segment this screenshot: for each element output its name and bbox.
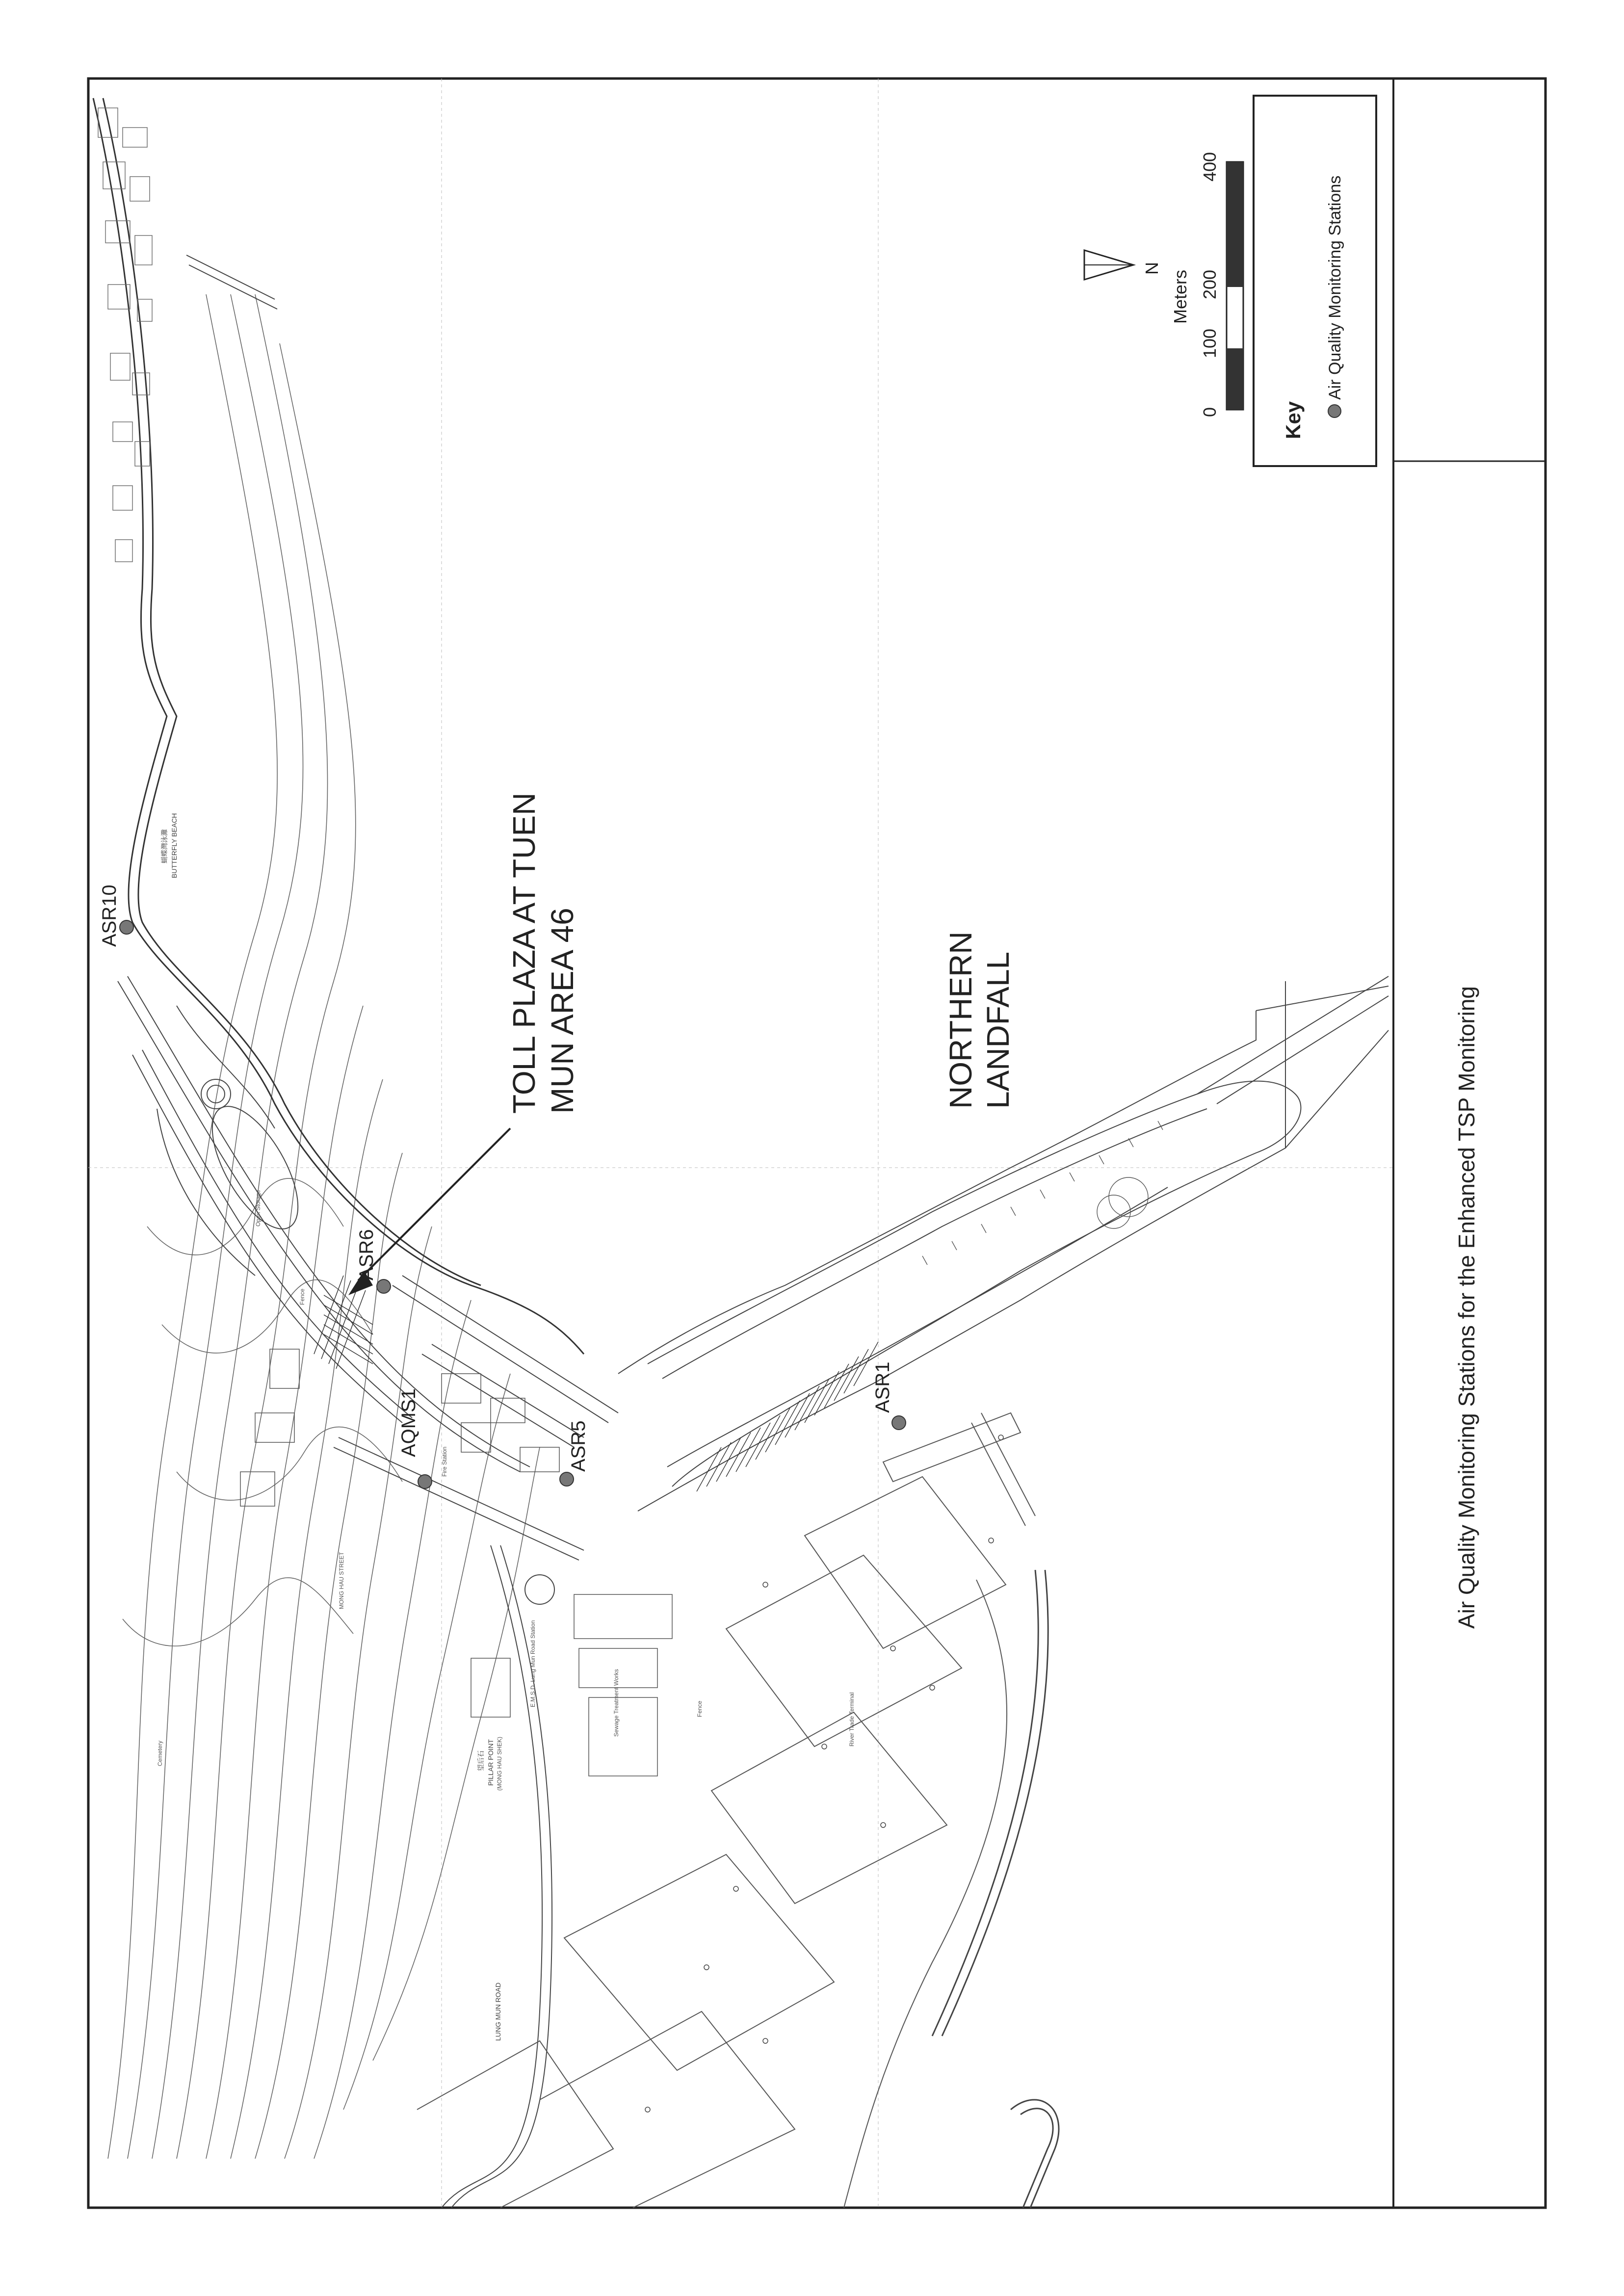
pillar-point-sub-label: (MONG HAU SHEK): [496, 1736, 503, 1791]
scale-tick-400: 400: [1200, 152, 1220, 182]
station-label: ASR5: [568, 1420, 589, 1472]
pillar-point-label: PILLAR POINT: [487, 1739, 495, 1786]
scale-tick-200: 200: [1200, 269, 1220, 299]
toll-plaza-line-2: MUN AREA 46: [545, 908, 580, 1114]
scale-bar: [1227, 162, 1243, 410]
station-dot-icon: [377, 1279, 391, 1293]
scale-tick-100: 100: [1200, 328, 1220, 358]
scale-tick-0: 0: [1200, 407, 1220, 417]
station-label: AQMS1: [398, 1388, 419, 1457]
legend-item-label: Air Quality Monitoring Stations: [1326, 175, 1344, 400]
toll-plaza-line-1: TOLL PLAZA AT TUEN: [506, 792, 542, 1114]
northern-landfall-line-2: LANDFALL: [980, 951, 1016, 1109]
fence-label: Fence: [696, 1700, 703, 1717]
station-dot-icon: [418, 1475, 432, 1488]
lung-mun-road-label: LUNG MUN ROAD: [494, 1982, 502, 2041]
cemetery-label: Cemetery: [157, 1740, 163, 1766]
legend-heading: Key: [1282, 401, 1305, 439]
butterfly-beach-cn-label: 蝴蝶灣泳灘: [160, 829, 168, 863]
open-storage-label: Open Storage: [255, 1190, 262, 1226]
butterfly-beach-label: BUTTERFLY BEACH: [170, 813, 178, 878]
street-label: MONG HAU STREET: [338, 1552, 345, 1609]
station-label: ASR10: [99, 885, 120, 947]
north-label: N: [1142, 262, 1162, 275]
fence-label: Fence: [299, 1288, 306, 1305]
river-trade-terminal-label: River Trade Terminal: [848, 1692, 855, 1747]
emsd-label: E.M.S.D. Lung Mun Road Station: [529, 1620, 536, 1707]
scale-unit: Meters: [1170, 269, 1190, 324]
sewage-works-label: Sewage Treatment Works: [613, 1669, 620, 1737]
pillar-point-cn-label: 望后石: [477, 1750, 485, 1771]
station-dot-icon: [1328, 405, 1341, 417]
station-label: ASR1: [872, 1361, 893, 1413]
map-title: Air Quality Monitoring Stations for the Enhanced TSP Monitoring: [1454, 986, 1479, 1629]
station-dot-icon: [892, 1416, 906, 1430]
fire-station-label: Fire Station: [441, 1446, 448, 1477]
station-dot-icon: [120, 920, 133, 934]
station-label: ASR6: [356, 1229, 377, 1280]
station-dot-icon: [560, 1472, 574, 1486]
northern-landfall-line-1: NORTHERN: [943, 931, 978, 1109]
legend-box: [1254, 96, 1376, 466]
